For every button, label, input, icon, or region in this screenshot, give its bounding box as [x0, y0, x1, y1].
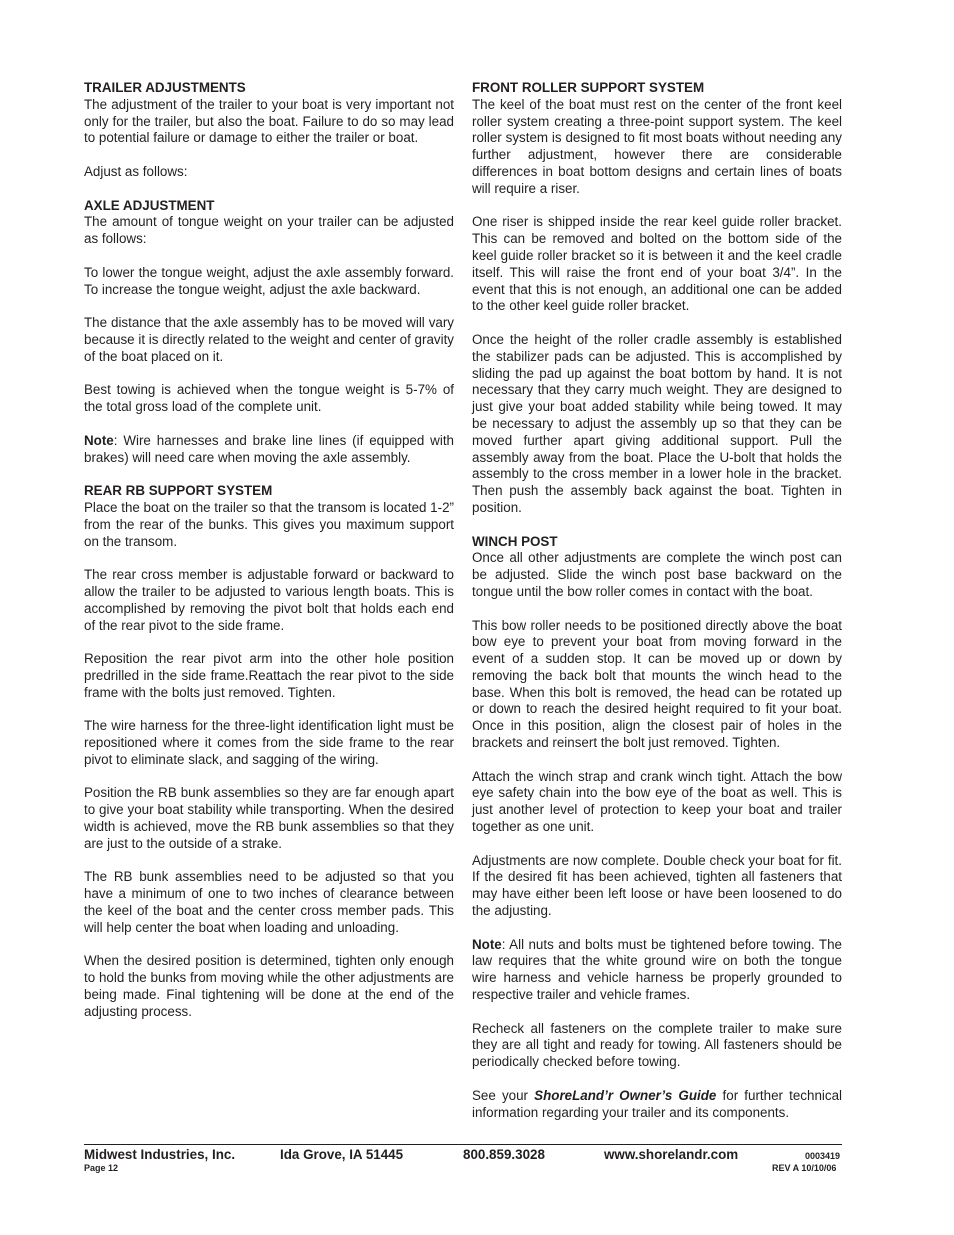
section-heading: REAR RB SUPPORT SYSTEM — [84, 483, 273, 499]
footer-divider — [84, 1144, 842, 1145]
section-rear-rb-support — [84, 483, 454, 1021]
right-column — [472, 80, 842, 1138]
footer-doc-number: 0003419 — [805, 1151, 841, 1161]
paragraph: Recheck all fasteners on the complete trailer to make sure they are all tight and ready for towing. All fasteners should be periodically checked before towing. — [472, 1020, 842, 1070]
text-run: for further technical information regarding your trailer and its components. — [472, 1087, 842, 1120]
footer-phone: 800.859.3028 — [463, 1147, 545, 1162]
note-text: : All nuts and bolts must be tightened before towing. The law requires that the white ground wire on both the tongue wire harness and vehicle harness be properly grounded to respective trailer and vehicle frames. — [472, 936, 842, 1003]
paragraph: One riser is shipped inside the rear keel guide roller bracket. This can be removed and bolted on the bottom side of the keel guide roller bracket so it is between it and the keel cradle itself. This will raise the front end of your boat 3/4”. In the event that this is not enough, an additional one can be added to the other keel guide roller bracket. — [472, 214, 842, 314]
note-label: Note — [472, 936, 502, 952]
owners-guide-title: ShoreLand’r Owner’s Guide — [534, 1087, 717, 1103]
paragraph: The adjustment of the trailer to your boat is very important not only for the trailer, but also the boat. Failure to do so may lead to potential failure or damage to either the trailer or boat. — [84, 96, 454, 146]
paragraph: The amount of tongue weight on your trailer can be adjusted as follows: — [84, 214, 454, 247]
footer-company: Midwest Industries, Inc. — [84, 1147, 236, 1162]
note-text: : Wire harnesses and brake line lines (if equipped with brakes) will need care when moving the axle assembly. — [84, 432, 454, 465]
paragraph: The RB bunk assemblies need to be adjusted so that you have a minimum of one to two inches of clearance between the keel of the boat and the center cross member pads. This will help center the boat when loading and unloading. — [84, 869, 454, 935]
section-heading: WINCH POST — [472, 533, 558, 549]
owners-guide-paragraph — [472, 1088, 842, 1122]
paragraph: Once the height of the roller cradle assembly is established the stabilizer pads can be adjusted. This is accomplished by sliding the pad up against the boat bottom by hand. It is not necessary that they carry much weight. They are designed to just give your boat added stability while being towed. It may be necessary to adjust the assembly up so that they can be moved further apart giving additional support. Pull the assembly away from the boat. Place the U-bolt that holds the assembly to the cross member in a lower hole in the bracket. Then push the assembly back against the boat. Tighten in position. — [472, 331, 842, 515]
paragraph: Best towing is achieved when the tongue weight is 5-7% of the total gross load of the complete unit. — [84, 382, 454, 415]
paragraph: Adjustments are now complete. Double check your boat for fit. If the desired fit has been achieved, tighten all fasteners that may have either been left loose or have been loosened to do the adjusting. — [472, 852, 842, 919]
paragraph: The distance that the axle assembly has to be moved will vary because it is directly related to the weight and center of gravity of the boat placed on it. — [84, 315, 454, 364]
section-heading: AXLE ADJUSTMENT — [84, 197, 215, 213]
section-winch-post — [472, 534, 842, 1122]
note-paragraph — [472, 937, 842, 1004]
section-heading: FRONT ROLLER SUPPORT SYSTEM — [472, 80, 705, 95]
paragraph: The rear cross member is adjustable forward or backward to allow the trailer to be adjusted to various length boats. This is accomplished by removing the pivot bolt that holds each end of the rear pivot to the side frame. — [84, 567, 454, 633]
paragraph: The wire harness for the three-light identification light must be repositioned where it comes from the side frame to the rear pivot to eliminate slack, and sagging of the wiring. — [84, 718, 454, 767]
footer-page-number: Page 12 — [84, 1163, 119, 1173]
left-column — [84, 80, 454, 1037]
paragraph: When the desired position is determined, tighten only enough to hold the bunks from moving while the other adjustments are being made. Final tightening will be done at the end of the adjusting process. — [84, 953, 454, 1019]
paragraph: Adjust as follows: — [84, 163, 188, 179]
paragraph: Place the boat on the trailer so that the transom is located 1-2” from the rear of the bunks. This gives you maximum support on the transom. — [84, 499, 454, 549]
text-run: See your — [472, 1087, 535, 1103]
note-paragraph — [84, 433, 454, 467]
paragraph: Once all other adjustments are complete the winch post can be adjusted. Slide the winch post base backward on the tongue until the bow roller comes in contact with the boat. — [472, 550, 842, 599]
paragraph: Attach the winch strap and crank winch tight. Attach the bow eye safety chain into the bow eye of the boat as well. This is just another level of protection to keep your boat and trailer together as one unit. — [472, 768, 842, 835]
section-axle-adjustment — [84, 198, 454, 467]
section-trailer-adjustments — [84, 80, 454, 181]
note-label: Note — [84, 432, 114, 448]
footer-website: www.shorelandr.com — [604, 1147, 739, 1162]
paragraph: The keel of the boat must rest on the center of the front keel roller system creating a three-point support system. The keel roller system is designed to fit most boats without needing any further adjustment, however there are considerable differences in boat bottom designs and certain lines of boats will require a riser. — [472, 96, 842, 196]
paragraph: Position the RB bunk assemblies so they are far enough apart to give your boat stability while transporting. When the desired width is achieved, move the RB bunk assemblies so that they are just to the outside of a strake. — [84, 785, 454, 851]
paragraph: To lower the tongue weight, adjust the axle assembly forward. To increase the tongue weight, adjust the axle backward. — [84, 264, 454, 297]
footer-revision: REV A 10/10/06 — [772, 1163, 837, 1173]
section-front-roller-support — [472, 80, 842, 517]
paragraph: This bow roller needs to be positioned directly above the boat bow eye to prevent your boat from moving forward in the event of a sudden stop. It can be moved up or down by removing the back bolt that mounts the winch head to the base. When this bolt is removed, the head can be rotated up or down to reach the desired height required to fit your boat. Once in this position, align the closest pair of holes in the brackets and reinsert the bolt just removed. Tighten. — [472, 617, 842, 751]
footer-location: Ida Grove, IA 51445 — [280, 1147, 404, 1162]
section-heading: TRAILER ADJUSTMENTS — [84, 80, 246, 95]
paragraph: Reposition the rear pivot arm into the other hole position predrilled in the side frame.Reattach the rear pivot to the side frame with the bolts just removed. Tighten. — [84, 651, 454, 700]
